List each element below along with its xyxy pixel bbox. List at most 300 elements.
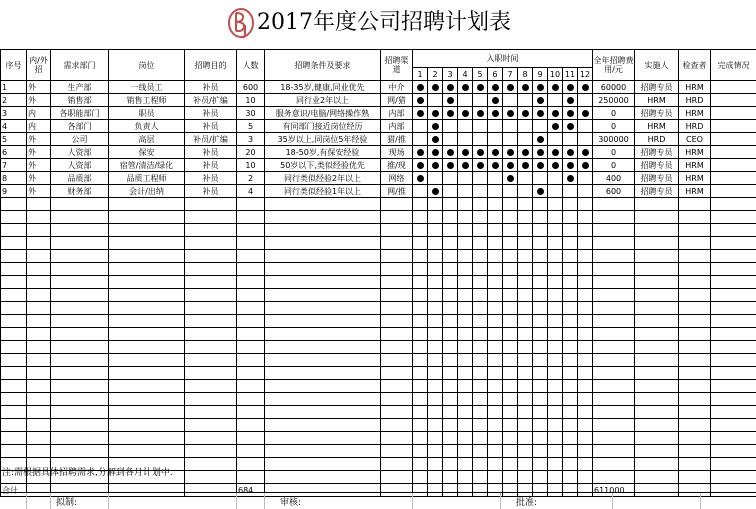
row-month-9 — [533, 133, 548, 146]
empty-cell — [578, 341, 593, 354]
empty-cell — [265, 367, 381, 380]
empty-cell — [533, 367, 548, 380]
scheduled-dot-icon — [567, 175, 574, 182]
empty-cell — [413, 354, 428, 367]
scheduled-dot-icon — [432, 149, 439, 156]
empty-cell — [109, 315, 185, 328]
signature-row — [0, 492, 756, 509]
scheduled-dot-icon — [507, 175, 514, 182]
empty-cell — [185, 198, 237, 211]
empty-cell — [635, 237, 679, 250]
empty-cell — [503, 276, 518, 289]
row-month-6 — [488, 159, 503, 172]
empty-cell — [458, 315, 473, 328]
empty-cell — [548, 250, 563, 263]
empty-cell — [533, 211, 548, 224]
row-month-2 — [428, 120, 443, 133]
row-requirements: 50岁以下,类似经验优先 — [265, 159, 381, 172]
row-count: 10 — [237, 159, 265, 172]
empty-row — [1, 419, 756, 432]
row-month-12 — [578, 120, 593, 133]
empty-cell — [473, 224, 488, 237]
row-post: 宿管/清洁/绿化 — [109, 159, 185, 172]
empty-cell — [1, 432, 27, 445]
row-month-9 — [533, 159, 548, 172]
empty-cell — [109, 393, 185, 406]
empty-cell — [679, 380, 711, 393]
empty-cell — [185, 289, 237, 302]
empty-cell — [27, 419, 51, 432]
empty-cell — [27, 354, 51, 367]
empty-row — [1, 302, 756, 315]
empty-cell — [679, 445, 711, 458]
empty-cell — [593, 432, 635, 445]
empty-cell — [635, 419, 679, 432]
empty-cell — [381, 328, 413, 341]
row-post: 职员 — [109, 107, 185, 120]
empty-cell — [109, 302, 185, 315]
empty-cell — [109, 432, 185, 445]
empty-cell — [185, 250, 237, 263]
row-month-7 — [503, 120, 518, 133]
empty-cell — [27, 237, 51, 250]
empty-cell — [428, 419, 443, 432]
row-month-10 — [548, 172, 563, 185]
empty-cell — [428, 367, 443, 380]
empty-cell — [679, 263, 711, 276]
empty-cell — [533, 419, 548, 432]
empty-cell — [518, 445, 533, 458]
empty-cell — [443, 250, 458, 263]
empty-cell — [563, 276, 578, 289]
empty-cell — [443, 367, 458, 380]
empty-cell — [473, 289, 488, 302]
header-month-10: 10 — [548, 68, 563, 81]
row-purpose: 补员 — [185, 185, 237, 198]
empty-cell — [711, 406, 756, 419]
empty-cell — [109, 263, 185, 276]
empty-cell — [503, 237, 518, 250]
row-inout: 外 — [27, 146, 51, 159]
empty-cell — [578, 406, 593, 419]
empty-cell — [488, 341, 503, 354]
empty-cell — [109, 380, 185, 393]
row-dept: 公司 — [51, 133, 109, 146]
empty-cell — [518, 263, 533, 276]
empty-cell — [635, 302, 679, 315]
empty-cell — [635, 211, 679, 224]
empty-row — [1, 341, 756, 354]
empty-row — [1, 198, 756, 211]
empty-cell — [548, 419, 563, 432]
row-post: 会计/出纳 — [109, 185, 185, 198]
empty-cell — [563, 445, 578, 458]
scheduled-dot-icon — [417, 110, 424, 117]
empty-cell — [679, 432, 711, 445]
scheduled-dot-icon — [492, 162, 499, 169]
row-month-2 — [428, 172, 443, 185]
row-completion — [711, 94, 756, 107]
empty-cell — [443, 211, 458, 224]
empty-cell — [27, 341, 51, 354]
empty-cell — [563, 224, 578, 237]
row-channel: 现场 — [381, 146, 413, 159]
empty-cell — [109, 445, 185, 458]
empty-cell — [51, 445, 109, 458]
empty-cell — [237, 302, 265, 315]
header-month-4: 4 — [458, 68, 473, 81]
empty-cell — [679, 393, 711, 406]
empty-cell — [593, 224, 635, 237]
row-month-10 — [548, 107, 563, 120]
header-month-6: 6 — [488, 68, 503, 81]
empty-cell — [473, 250, 488, 263]
table-row — [1, 185, 756, 198]
empty-cell — [1, 237, 27, 250]
empty-cell — [185, 276, 237, 289]
row-month-9 — [533, 146, 548, 159]
row-month-8 — [518, 159, 533, 172]
empty-cell — [533, 445, 548, 458]
empty-cell — [51, 328, 109, 341]
empty-cell — [533, 393, 548, 406]
empty-cell — [458, 211, 473, 224]
row-seq: 7 — [1, 159, 27, 172]
row-month-9 — [533, 94, 548, 107]
empty-cell — [518, 198, 533, 211]
row-month-10 — [548, 120, 563, 133]
empty-cell — [711, 328, 756, 341]
empty-cell — [109, 328, 185, 341]
empty-cell — [413, 328, 428, 341]
scheduled-dot-icon — [432, 136, 439, 143]
row-cost: 250000 — [593, 94, 635, 107]
row-executor: 招聘专员 — [635, 107, 679, 120]
empty-cell — [413, 406, 428, 419]
row-month-6 — [488, 107, 503, 120]
empty-cell — [473, 302, 488, 315]
row-month-4 — [458, 120, 473, 133]
scheduled-dot-icon — [447, 97, 454, 104]
empty-cell — [578, 393, 593, 406]
empty-cell — [428, 406, 443, 419]
empty-cell — [381, 289, 413, 302]
empty-cell — [593, 367, 635, 380]
empty-cell — [443, 263, 458, 276]
header-month-2: 2 — [428, 68, 443, 81]
empty-cell — [185, 445, 237, 458]
row-month-9 — [533, 120, 548, 133]
row-month-1 — [413, 94, 428, 107]
empty-cell — [711, 380, 756, 393]
empty-cell — [503, 289, 518, 302]
empty-cell — [548, 224, 563, 237]
row-purpose: 补员 — [185, 107, 237, 120]
empty-cell — [488, 211, 503, 224]
empty-cell — [51, 302, 109, 315]
empty-cell — [635, 341, 679, 354]
empty-cell — [27, 224, 51, 237]
empty-cell — [185, 367, 237, 380]
empty-cell — [488, 354, 503, 367]
empty-cell — [109, 237, 185, 250]
empty-cell — [548, 263, 563, 276]
empty-cell — [548, 328, 563, 341]
empty-cell — [458, 432, 473, 445]
row-month-1 — [413, 120, 428, 133]
empty-cell — [27, 250, 51, 263]
empty-cell — [443, 302, 458, 315]
empty-cell — [679, 328, 711, 341]
empty-cell — [428, 315, 443, 328]
empty-cell — [593, 393, 635, 406]
empty-cell — [381, 380, 413, 393]
scheduled-dot-icon — [477, 110, 484, 117]
row-month-1 — [413, 185, 428, 198]
empty-cell — [265, 198, 381, 211]
empty-cell — [635, 328, 679, 341]
row-requirements: 同行业2年以上 — [265, 94, 381, 107]
row-month-7 — [503, 146, 518, 159]
empty-cell — [443, 419, 458, 432]
empty-row — [1, 432, 756, 445]
empty-cell — [635, 393, 679, 406]
row-month-9 — [533, 81, 548, 94]
empty-cell — [711, 315, 756, 328]
empty-cell — [27, 211, 51, 224]
empty-cell — [488, 380, 503, 393]
empty-cell — [578, 380, 593, 393]
scheduled-dot-icon — [432, 162, 439, 169]
empty-cell — [413, 198, 428, 211]
empty-cell — [518, 367, 533, 380]
empty-cell — [1, 315, 27, 328]
empty-cell — [503, 367, 518, 380]
empty-cell — [265, 250, 381, 263]
empty-cell — [428, 224, 443, 237]
row-month-10 — [548, 159, 563, 172]
empty-cell — [635, 445, 679, 458]
row-requirements: 服务意识/电脑/网络操作熟 — [265, 107, 381, 120]
empty-cell — [518, 237, 533, 250]
empty-cell — [578, 237, 593, 250]
row-cost: 0 — [593, 107, 635, 120]
empty-cell — [185, 328, 237, 341]
empty-cell — [563, 263, 578, 276]
empty-cell — [578, 367, 593, 380]
empty-cell — [428, 302, 443, 315]
row-month-5 — [473, 159, 488, 172]
empty-cell — [237, 328, 265, 341]
row-month-7 — [503, 172, 518, 185]
empty-cell — [51, 419, 109, 432]
empty-cell — [237, 445, 265, 458]
approved-label: 批准: — [516, 495, 537, 508]
empty-cell — [488, 419, 503, 432]
empty-cell — [51, 406, 109, 419]
empty-cell — [51, 341, 109, 354]
scheduled-dot-icon — [567, 97, 574, 104]
row-requirements: 35岁以上,同岗位5年经验 — [265, 133, 381, 146]
empty-cell — [548, 289, 563, 302]
row-executor: 招聘专员 — [635, 81, 679, 94]
header-inout: 内/外招 — [27, 50, 51, 81]
row-count: 3 — [237, 133, 265, 146]
row-purpose: 补员 — [185, 159, 237, 172]
empty-cell — [27, 406, 51, 419]
row-month-3 — [443, 185, 458, 198]
empty-cell — [265, 380, 381, 393]
empty-cell — [503, 341, 518, 354]
row-month-7 — [503, 185, 518, 198]
empty-cell — [593, 354, 635, 367]
empty-row — [1, 367, 756, 380]
empty-cell — [593, 263, 635, 276]
row-purpose: 补员 — [185, 81, 237, 94]
empty-cell — [1, 367, 27, 380]
header-month-12: 12 — [578, 68, 593, 81]
empty-cell — [518, 406, 533, 419]
empty-cell — [635, 367, 679, 380]
empty-cell — [518, 289, 533, 302]
empty-cell — [503, 211, 518, 224]
header-completion: 完成情况 — [711, 50, 756, 81]
row-count: 2 — [237, 172, 265, 185]
sheet-footer — [0, 462, 756, 508]
empty-row — [1, 354, 756, 367]
empty-cell — [443, 315, 458, 328]
empty-cell — [563, 211, 578, 224]
empty-cell — [185, 341, 237, 354]
row-checker: HRD — [679, 120, 711, 133]
empty-cell — [458, 341, 473, 354]
row-month-11 — [563, 133, 578, 146]
empty-cell — [381, 198, 413, 211]
empty-cell — [533, 328, 548, 341]
empty-cell — [503, 198, 518, 211]
row-month-9 — [533, 107, 548, 120]
empty-cell — [593, 328, 635, 341]
empty-cell — [109, 367, 185, 380]
empty-cell — [428, 432, 443, 445]
empty-cell — [488, 406, 503, 419]
empty-cell — [488, 302, 503, 315]
row-requirements: 有同部门接近岗位经历 — [265, 120, 381, 133]
empty-cell — [109, 198, 185, 211]
empty-cell — [578, 419, 593, 432]
row-month-6 — [488, 120, 503, 133]
row-month-11 — [563, 94, 578, 107]
scheduled-dot-icon — [462, 162, 469, 169]
empty-cell — [458, 198, 473, 211]
header-dept: 需求部门 — [51, 50, 109, 81]
empty-cell — [443, 237, 458, 250]
row-checker: HRM — [679, 146, 711, 159]
empty-cell — [679, 250, 711, 263]
empty-cell — [458, 367, 473, 380]
row-count: 10 — [237, 94, 265, 107]
empty-cell — [488, 432, 503, 445]
header-month-3: 3 — [443, 68, 458, 81]
empty-cell — [185, 380, 237, 393]
empty-row — [1, 380, 756, 393]
row-checker: HRM — [679, 81, 711, 94]
empty-cell — [1, 380, 27, 393]
row-month-6 — [488, 81, 503, 94]
row-month-5 — [473, 172, 488, 185]
empty-cell — [548, 237, 563, 250]
empty-cell — [533, 237, 548, 250]
row-checker: CEO — [679, 133, 711, 146]
empty-cell — [458, 289, 473, 302]
empty-cell — [413, 302, 428, 315]
row-month-9 — [533, 172, 548, 185]
table-row — [1, 172, 756, 185]
empty-row — [1, 276, 756, 289]
row-inout: 外 — [27, 81, 51, 94]
row-month-1 — [413, 172, 428, 185]
row-month-3 — [443, 107, 458, 120]
scheduled-dot-icon — [462, 149, 469, 156]
empty-cell — [51, 224, 109, 237]
empty-cell — [428, 289, 443, 302]
empty-cell — [711, 354, 756, 367]
table-row — [1, 94, 756, 107]
empty-cell — [185, 315, 237, 328]
header-post: 岗位 — [109, 50, 185, 81]
empty-cell — [473, 276, 488, 289]
empty-cell — [711, 289, 756, 302]
empty-cell — [381, 341, 413, 354]
row-month-10 — [548, 94, 563, 107]
empty-cell — [533, 289, 548, 302]
row-channel: 内部 — [381, 120, 413, 133]
empty-cell — [533, 432, 548, 445]
scheduled-dot-icon — [552, 110, 559, 117]
table-row — [1, 133, 756, 146]
empty-cell — [185, 263, 237, 276]
row-month-3 — [443, 81, 458, 94]
empty-cell — [503, 445, 518, 458]
row-dept: 各部门 — [51, 120, 109, 133]
empty-cell — [381, 432, 413, 445]
table-row — [1, 81, 756, 94]
row-channel: 内部 — [381, 107, 413, 120]
empty-cell — [563, 393, 578, 406]
empty-cell — [473, 263, 488, 276]
empty-cell — [533, 341, 548, 354]
empty-cell — [578, 445, 593, 458]
empty-cell — [443, 289, 458, 302]
empty-cell — [265, 445, 381, 458]
row-inout: 内 — [27, 107, 51, 120]
empty-cell — [679, 406, 711, 419]
row-month-12 — [578, 159, 593, 172]
scheduled-dot-icon — [432, 188, 439, 195]
scheduled-dot-icon — [492, 149, 499, 156]
empty-cell — [428, 341, 443, 354]
empty-cell — [51, 354, 109, 367]
empty-cell — [563, 419, 578, 432]
empty-cell — [473, 432, 488, 445]
empty-cell — [488, 263, 503, 276]
header-month-9: 9 — [533, 68, 548, 81]
row-month-2 — [428, 185, 443, 198]
empty-cell — [711, 250, 756, 263]
empty-cell — [548, 302, 563, 315]
empty-cell — [413, 224, 428, 237]
row-month-5 — [473, 185, 488, 198]
